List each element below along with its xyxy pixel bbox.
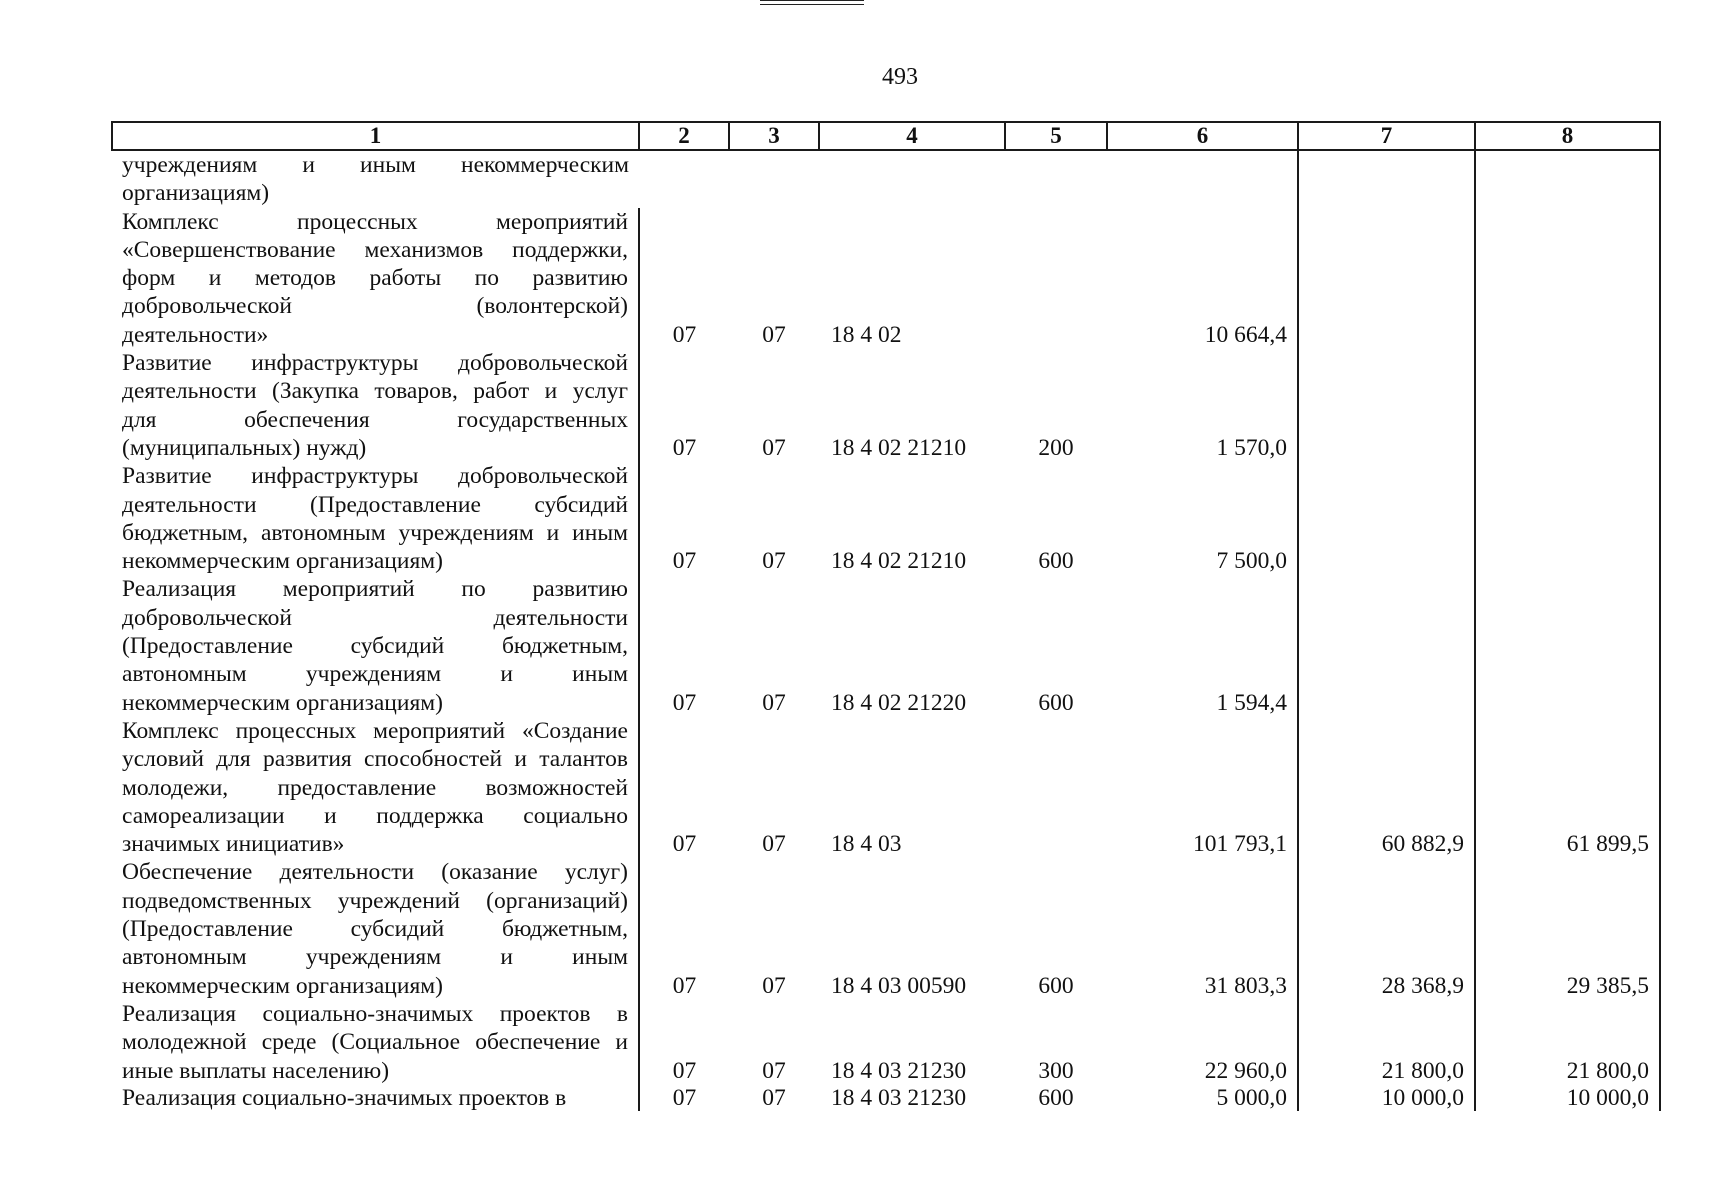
- amount-year-3: [1475, 208, 1660, 349]
- description-line: Развитие инфраструктуры добровольческой: [122, 350, 628, 377]
- table-header: [112, 122, 1660, 150]
- expense-type-code: [1005, 208, 1107, 349]
- row-description: [112, 462, 639, 575]
- row-description: [112, 150, 639, 208]
- description-line: (Предоставление субсидий бюджетным,: [122, 633, 628, 660]
- target-article-code: 18 4 03 00590: [831, 972, 967, 999]
- section-code: [639, 150, 729, 208]
- table-row: [112, 575, 1660, 716]
- target-article-code: 18 4 02 21210: [831, 434, 967, 461]
- row-description: [112, 717, 639, 858]
- description-line: подведомственных учреждений (организаций): [122, 887, 628, 914]
- amount-year-3: [1475, 349, 1660, 462]
- section-code: 07: [672, 548, 697, 575]
- amount-year-1: 10 664,4: [1107, 208, 1298, 349]
- amount-year-2: [1298, 150, 1475, 208]
- target-article-code: 18 4 03 21230: [831, 1057, 967, 1084]
- description-line: некоммерческим организациям): [122, 548, 443, 575]
- table-row: [112, 1085, 1660, 1111]
- column-header-5: 5: [1005, 122, 1107, 150]
- amount-year-3: [1475, 462, 1660, 575]
- amount-year-3: 10 000,0: [1475, 1085, 1660, 1111]
- header-row: [112, 122, 1660, 150]
- description-line: Реализация мероприятий по развитию: [122, 576, 628, 603]
- amount-year-3: [1475, 575, 1660, 716]
- subsection-code: [729, 150, 819, 208]
- amount-year-2: [1298, 575, 1475, 716]
- expense-type-code: [1005, 717, 1107, 858]
- expense-type-code: 600: [1038, 689, 1074, 716]
- subsection-code: 07: [762, 434, 786, 461]
- description-line: условий для развития способностей и талантов: [122, 746, 628, 773]
- subsection-code: 07: [762, 972, 786, 999]
- amount-year-3: 61 899,5: [1475, 717, 1660, 858]
- row-description: [112, 208, 639, 349]
- description-line: деятельности (Предоставление субсидий: [122, 491, 628, 518]
- target-article-code: 18 4 02: [831, 321, 902, 348]
- amount-year-2: 10 000,0: [1298, 1085, 1475, 1111]
- target-article-code: 18 4 03 21230: [831, 1084, 967, 1111]
- target-article-code: 18 4 02 21210: [831, 548, 967, 575]
- page-number: 493: [882, 64, 918, 90]
- column-header-4: 4: [819, 122, 1005, 150]
- description-line: форм и методов работы по развитию: [122, 265, 628, 292]
- description-line: Реализация социально-значимых проектов в: [122, 1084, 567, 1111]
- description-line: некоммерческим организациям): [122, 972, 443, 999]
- table-row: [112, 1000, 1660, 1085]
- target-article-code: 18 4 03: [831, 831, 902, 858]
- description-line: самореализации и поддержка социально: [122, 802, 628, 829]
- amount-year-1: 7 500,0: [1107, 462, 1298, 575]
- amount-year-2: 28 368,9: [1298, 858, 1475, 999]
- description-line: автономным учреждениям и иным: [122, 661, 628, 688]
- description-line: бюджетным, автономным учреждениям и иным: [122, 519, 628, 546]
- section-code: 07: [672, 1057, 697, 1084]
- top-edge-mark: [760, 0, 864, 5]
- amount-year-2: 60 882,9: [1298, 717, 1475, 858]
- description-line: учреждениям и иным некоммерческим: [122, 152, 629, 178]
- subsection-code: 07: [762, 548, 786, 575]
- column-header-7: 7: [1298, 122, 1475, 150]
- description-line: иные выплаты населению): [122, 1057, 390, 1084]
- subsection-code: 07: [762, 1057, 786, 1084]
- description-line: «Совершенствование механизмов поддержки,: [122, 236, 628, 263]
- column-header-8: 8: [1475, 122, 1660, 150]
- description-line: для обеспечения государственных: [122, 406, 628, 433]
- row-description: [112, 575, 639, 716]
- subsection-code: 07: [762, 831, 786, 858]
- description-line: автономным учреждениям и иным: [122, 944, 628, 971]
- expense-type-code: 600: [1038, 548, 1074, 575]
- subsection-code: 07: [762, 1084, 786, 1111]
- subsection-code: 07: [762, 689, 786, 716]
- amount-year-2: [1298, 462, 1475, 575]
- amount-year-1: [1107, 150, 1298, 208]
- section-code: 07: [672, 689, 697, 716]
- amount-year-3: [1475, 150, 1660, 208]
- amount-year-1: 31 803,3: [1107, 858, 1298, 999]
- expense-type-code: 600: [1038, 972, 1074, 999]
- table-row: [112, 717, 1660, 858]
- description-line: деятельности»: [122, 321, 269, 348]
- description-line: деятельности (Закупка товаров, работ и услуг: [122, 378, 628, 405]
- amount-year-2: [1298, 208, 1475, 349]
- column-header-3: 3: [729, 122, 819, 150]
- expense-type-code: [1005, 150, 1107, 208]
- table-row: [112, 349, 1660, 462]
- amount-year-3: 29 385,5: [1475, 858, 1660, 999]
- column-header-6: 6: [1107, 122, 1298, 150]
- amount-year-1: 1 594,4: [1107, 575, 1298, 716]
- row-description: [112, 1085, 639, 1111]
- row-description: [112, 1000, 639, 1085]
- description-line: Комплекс процессных мероприятий: [122, 208, 628, 235]
- description-line: значимых инициатив»: [122, 831, 345, 858]
- amount-year-1: 101 793,1: [1107, 717, 1298, 858]
- table-row: [112, 150, 1660, 208]
- section-code: 07: [672, 831, 697, 858]
- description-line: добровольческой (волонтерской): [122, 293, 628, 320]
- amount-year-2: 21 800,0: [1298, 1000, 1475, 1085]
- description-line: молодежи, предоставление возможностей: [122, 774, 628, 801]
- target-article-code: [819, 150, 1005, 208]
- description-line: Реализация социально-значимых проектов в: [122, 1000, 628, 1027]
- table-row: [112, 208, 1660, 349]
- description-line: Развитие инфраструктуры добровольческой: [122, 463, 628, 490]
- section-code: 07: [672, 972, 697, 999]
- description-line: Комплекс процессных мероприятий «Создание: [122, 717, 628, 744]
- section-code: 07: [672, 1084, 697, 1111]
- amount-year-1: 22 960,0: [1107, 1000, 1298, 1085]
- amount-year-1: 5 000,0: [1107, 1085, 1298, 1111]
- row-description: [112, 349, 639, 462]
- section-code: 07: [672, 434, 697, 461]
- amount-year-1: 1 570,0: [1107, 349, 1298, 462]
- subsection-code: 07: [762, 321, 786, 348]
- description-line: (муниципальных) нужд): [122, 434, 367, 461]
- table-body: [112, 150, 1660, 1111]
- budget-table: [111, 121, 1661, 1111]
- description-line: Обеспечение деятельности (оказание услуг): [122, 859, 628, 886]
- table-row: [112, 462, 1660, 575]
- row-description: [112, 858, 639, 999]
- column-header-2: 2: [639, 122, 729, 150]
- description-line: некоммерческим организациям): [122, 689, 443, 716]
- amount-year-3: 21 800,0: [1475, 1000, 1660, 1085]
- amount-year-2: [1298, 349, 1475, 462]
- description-line: (Предоставление субсидий бюджетным,: [122, 916, 628, 943]
- table-row: [112, 858, 1660, 999]
- column-header-1: 1: [112, 122, 639, 150]
- target-article-code: 18 4 02 21220: [831, 689, 967, 716]
- description-line: добровольческой деятельности: [122, 604, 628, 631]
- expense-type-code: 600: [1038, 1084, 1074, 1111]
- section-code: 07: [672, 321, 697, 348]
- description-line: молодежной среде (Социальное обеспечение и: [122, 1029, 628, 1056]
- description-line: организациям): [122, 180, 270, 207]
- expense-type-code: 300: [1038, 1057, 1074, 1084]
- expense-type-code: 200: [1038, 434, 1074, 461]
